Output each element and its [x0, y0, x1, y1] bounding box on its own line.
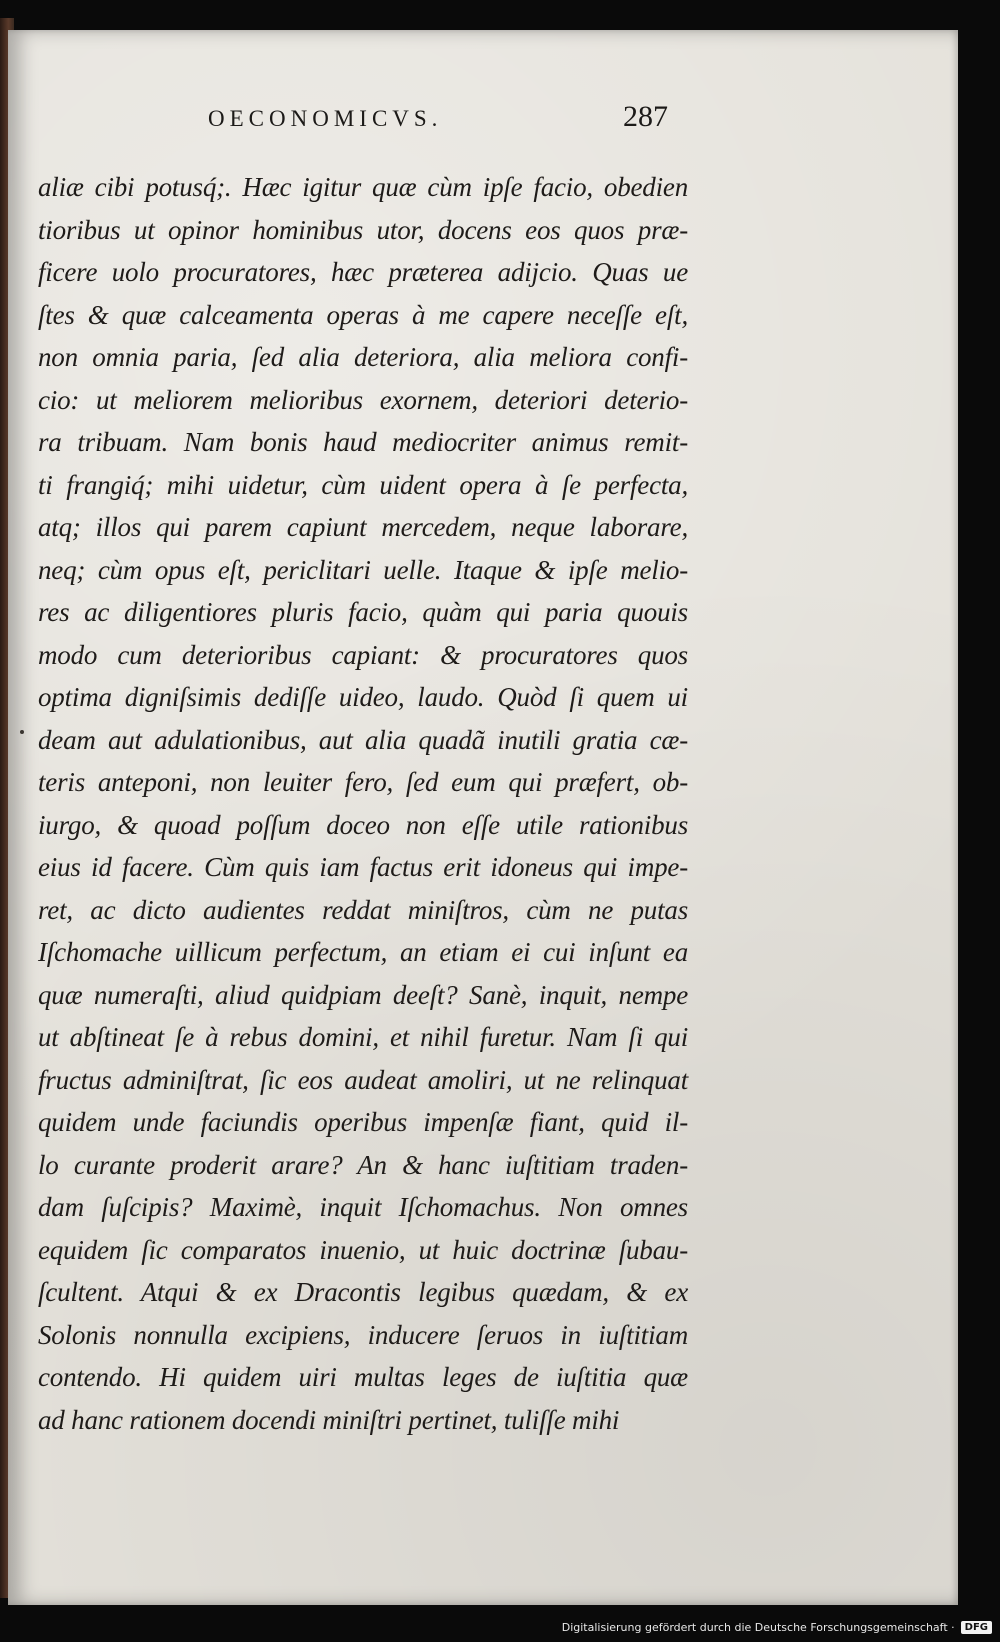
text-line: atq; illos qui parem capiunt mercedem, neque laborare,	[38, 512, 688, 542]
text-line: lo curante proderit arare? An & hanc iuſtitiam traden-	[38, 1149, 688, 1180]
text-line: Iſchomache uillicum perfectum, an etiam ei cui inſunt ea	[38, 937, 688, 967]
text-line: res ac diligentiores pluris facio, quàm qui paria quouis	[38, 597, 688, 627]
text-line: aliæ cibi potusq́;. Hæc igitur quæ cùm ipſe facio, obedien	[38, 172, 688, 202]
text-line: contendo. Hi quidem uiri multas leges de iuſtitia quæ	[38, 1362, 688, 1392]
paper-spot	[20, 730, 24, 734]
text-line: ſtes & quæ calceamenta operas à me capere neceſſe eſt,	[38, 299, 688, 330]
page-number: 287	[623, 100, 668, 133]
text-line: Solonis nonnulla excipiens, inducere ſeruos in iuſtitiam	[38, 1319, 688, 1350]
text-line: deam aut adulationibus, aut alia quadã inutili gratia cæ-	[38, 724, 688, 755]
book-page	[8, 30, 958, 1605]
digitization-footer	[562, 1614, 992, 1640]
text-line: fructus adminiſtrat, ſic eos audeat amoliri, ut ne relinquat	[38, 1064, 688, 1095]
text-line: eius id facere. Cùm quis iam factus erit idoneus qui impe-	[38, 852, 688, 882]
body-text	[38, 166, 688, 1441]
text-line: equidem ſic comparatos inuenio, ut huic doctrinæ ſubau-	[38, 1234, 688, 1265]
text-line: ti frangiq́; mihi uidetur, cùm uident opera à ſe perfecta,	[38, 469, 688, 500]
text-line: iurgo, & quoad poſſum doceo non eſſe utile rationibus	[38, 809, 688, 840]
text-line: ra tribuam. Nam bonis haud mediocriter animus remit-	[38, 427, 688, 457]
text-line: ficere uolo procuratores, hæc præterea adijcio. Quas ue	[38, 257, 688, 287]
text-line: neq; cùm opus eſt, periclitari uelle. Itaque & ipſe melio-	[38, 554, 688, 585]
text-line: quæ numeraſti, aliud quidpiam deeſt? Sanè, inquit, nempe	[38, 979, 688, 1010]
text-line: teris anteponi, non leuiter fero, ſed eum qui præfert, ob-	[38, 767, 688, 797]
text-line: tioribus ut opinor hominibus utor, docens eos quos præ-	[38, 214, 688, 245]
running-head	[208, 100, 668, 140]
text-line: ad hanc rationem docendi miniſtri pertinet, tuliſſe mihi	[38, 1404, 620, 1435]
dfg-logo: DFG	[961, 1621, 992, 1634]
text-line: quidem unde faciundis operibus impenſæ fiant, quid il-	[38, 1107, 688, 1137]
text-line: modo cum deterioribus capiant: & procuratores quos	[38, 639, 688, 670]
text-line: ſcultent. Atqui & ex Dracontis legibus quædam, & ex	[38, 1277, 688, 1307]
text-line: optima digniſsimis dediſſe uideo, laudo. Quòd ſi quem ui	[38, 682, 688, 712]
running-head-title: OECONOMICVS.	[208, 106, 443, 131]
text-line: cio: ut meliorem melioribus exornem, deteriori deterio-	[38, 384, 688, 415]
text-line: ut abſtineat ſe à rebus domini, et nihil furetur. Nam ſi qui	[38, 1022, 688, 1052]
footer-credit: Digitalisierung gefördert durch die Deutsche Forschungsgemeinschaft ·	[561, 1620, 955, 1634]
text-line: non omnia paria, ſed alia deteriora, alia meliora confi-	[38, 342, 688, 372]
text-line: ret, ac dicto audientes reddat miniſtros, cùm ne putas	[38, 894, 688, 925]
text-line: dam ſuſcipis? Maximè, inquit Iſchomachus. Non omnes	[38, 1192, 688, 1222]
